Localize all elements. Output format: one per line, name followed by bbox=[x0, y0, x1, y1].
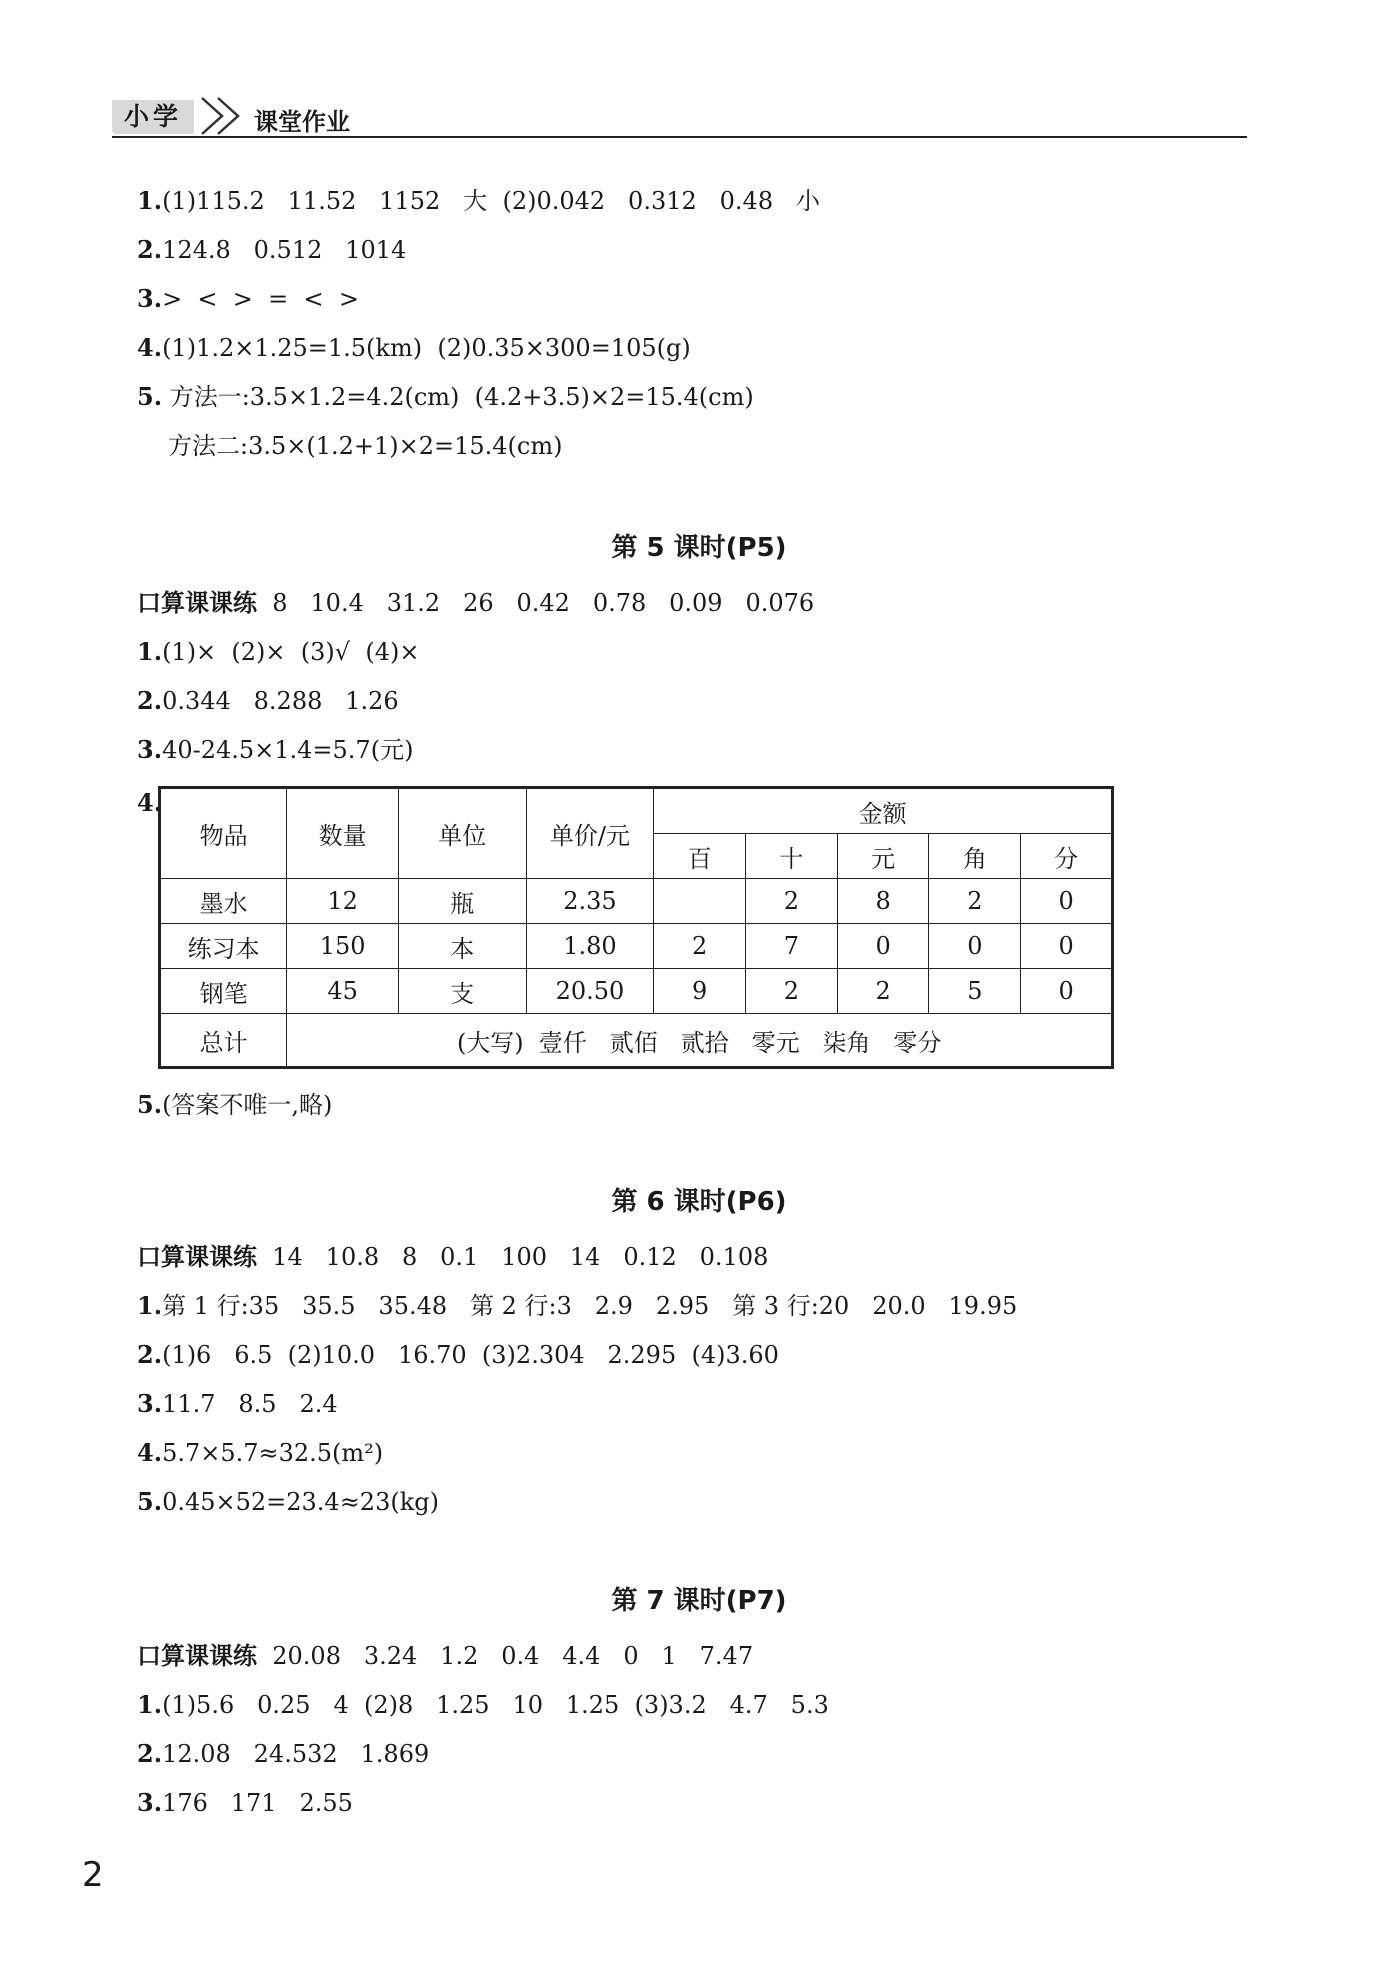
answer-line bbox=[137, 637, 419, 667]
table-cell: 2 bbox=[929, 879, 1021, 924]
table-cell: 7 bbox=[746, 924, 838, 969]
item-number: 3. bbox=[137, 1389, 163, 1418]
item-text: 11.7 8.5 2.4 bbox=[162, 1390, 338, 1418]
oral-practice-values: 20.08 3.24 1.2 0.4 4.4 0 1 7.47 bbox=[257, 1642, 754, 1670]
answer-line bbox=[137, 1690, 829, 1720]
table-cell: 2 bbox=[746, 879, 838, 924]
table-cell: 练习本 bbox=[160, 924, 287, 969]
item-number: 4. bbox=[137, 333, 163, 362]
table-cell: 钢笔 bbox=[160, 969, 287, 1014]
table-cell: 支 bbox=[399, 969, 527, 1014]
answer-line bbox=[137, 1090, 332, 1120]
item-number: 3. bbox=[137, 284, 163, 313]
item-text: (1)1.2×1.25=1.5(km) (2)0.35×300=105(g) bbox=[162, 334, 691, 362]
header-quantity: 数量 bbox=[287, 788, 399, 879]
table-cell: 0 bbox=[929, 924, 1021, 969]
table-cell: 45 bbox=[287, 969, 399, 1014]
item-text: (1)115.2 11.52 1152 大 (2)0.042 0.312 0.48 小 bbox=[162, 187, 820, 215]
answer-line bbox=[137, 284, 359, 314]
item-text: (1)× (2)× (3)√ (4)× bbox=[162, 638, 420, 666]
table-total-row bbox=[160, 1014, 1113, 1068]
answer-line bbox=[137, 1340, 779, 1370]
total-amount-text: (大写) 壹仟 贰佰 贰拾 零元 柒角 零分 bbox=[287, 1014, 1113, 1068]
item-text: (1)5.6 0.25 4 (2)8 1.25 10 1.25 (3)3.2 4.7 5.3 bbox=[162, 1691, 829, 1719]
item-text: 第 1 行:35 35.5 35.48 第 2 行:3 2.9 2.95 第 3 行:20 20.0 19.95 bbox=[162, 1292, 1018, 1320]
total-label: 总计 bbox=[160, 1014, 287, 1068]
item-number: 3. bbox=[137, 1788, 163, 1817]
answer-line bbox=[168, 431, 563, 461]
table-cell: 0 bbox=[1021, 924, 1113, 969]
item-text: 176 171 2.55 bbox=[162, 1789, 353, 1817]
header-tab: 小学 bbox=[112, 100, 194, 134]
answer-line bbox=[137, 235, 406, 265]
item-text: > < > = < > bbox=[162, 285, 360, 313]
oral-practice-line bbox=[137, 1242, 768, 1272]
item-number: 2. bbox=[137, 1739, 163, 1768]
header-amount: 金额 bbox=[654, 788, 1113, 834]
item-text: 0.344 8.288 1.26 bbox=[162, 687, 399, 715]
table-cell: 0 bbox=[1021, 879, 1113, 924]
answer-line bbox=[137, 1389, 338, 1419]
table-cell: 1.80 bbox=[526, 924, 654, 969]
item-text: (答案不唯一,略) bbox=[162, 1091, 333, 1119]
answer-line bbox=[137, 1788, 353, 1818]
item-text: 方法二:3.5×(1.2+1)×2=15.4(cm) bbox=[168, 432, 563, 460]
table-cell bbox=[654, 879, 746, 924]
answer-line bbox=[137, 735, 413, 765]
table-cell: 本 bbox=[399, 924, 527, 969]
table-cell: 0 bbox=[1021, 969, 1113, 1014]
header-digit: 分 bbox=[1021, 834, 1113, 879]
double-chevron-icon bbox=[196, 96, 254, 136]
answer-line bbox=[137, 1487, 439, 1517]
item-number: 1. bbox=[137, 186, 163, 215]
section-heading-text: 第 6 课时(P6) bbox=[611, 1187, 787, 1217]
header-rule bbox=[112, 136, 1247, 138]
table-cell: 2 bbox=[746, 969, 838, 1014]
table-cell: 20.50 bbox=[526, 969, 654, 1014]
table-cell: 8 bbox=[837, 879, 929, 924]
answer-line bbox=[137, 382, 754, 412]
header-digit: 十 bbox=[746, 834, 838, 879]
table-cell: 2 bbox=[654, 924, 746, 969]
page-number: 2 bbox=[82, 1855, 104, 1895]
oral-practice-values: 14 10.8 8 0.1 100 14 0.12 0.108 bbox=[257, 1243, 769, 1271]
item-text: (1)6 6.5 (2)10.0 16.70 (3)2.304 2.295 (4)3.60 bbox=[162, 1341, 779, 1369]
answer-line bbox=[137, 1291, 1017, 1321]
table-row bbox=[160, 924, 1113, 969]
page-header bbox=[112, 96, 1247, 140]
item-number: 5. bbox=[137, 1487, 163, 1516]
item-number: 1. bbox=[137, 1291, 163, 1320]
oral-practice-label: 口算课课练 bbox=[137, 589, 257, 617]
table-cell: 2 bbox=[837, 969, 929, 1014]
table-cell: 12 bbox=[287, 879, 399, 924]
header-unit: 单位 bbox=[399, 788, 527, 879]
header-digit: 百 bbox=[654, 834, 746, 879]
table-row bbox=[160, 969, 1113, 1014]
answer-line bbox=[137, 686, 399, 716]
item-number: 4. bbox=[137, 1438, 163, 1467]
item-text: 5.7×5.7≈32.5(m²) bbox=[162, 1439, 384, 1467]
item-number: 5. bbox=[137, 382, 163, 411]
item-number: 2. bbox=[137, 235, 163, 264]
table-cell: 瓶 bbox=[399, 879, 527, 924]
answer-line bbox=[137, 186, 820, 216]
table-cell: 5 bbox=[929, 969, 1021, 1014]
header-unit-price: 单价/元 bbox=[526, 788, 654, 879]
item-text: 方法一:3.5×1.2=4.2(cm) (4.2+3.5)×2=15.4(cm) bbox=[162, 383, 754, 411]
item-number: 4. bbox=[137, 788, 163, 817]
item-number: 1. bbox=[137, 637, 163, 666]
item-text: 0.45×52=23.4≈23(kg) bbox=[162, 1488, 439, 1516]
header-digit: 角 bbox=[929, 834, 1021, 879]
item-number: 1. bbox=[137, 1690, 163, 1719]
table-cell: 150 bbox=[287, 924, 399, 969]
header-title: 课堂作业 bbox=[254, 108, 350, 136]
section-heading bbox=[0, 532, 1398, 564]
item-text: 40-24.5×1.4=5.7(元) bbox=[162, 736, 414, 764]
section-heading bbox=[0, 1186, 1398, 1218]
oral-practice-label: 口算课课练 bbox=[137, 1642, 257, 1670]
item-text: 124.8 0.512 1014 bbox=[162, 236, 407, 264]
item-text: 12.08 24.532 1.869 bbox=[162, 1740, 430, 1768]
amount-table bbox=[158, 786, 1114, 1069]
item-number: 5. bbox=[137, 1090, 163, 1119]
header-item: 物品 bbox=[160, 788, 287, 879]
table-cell: 2.35 bbox=[526, 879, 654, 924]
oral-practice-label: 口算课课练 bbox=[137, 1243, 257, 1271]
answer-line bbox=[137, 1739, 429, 1769]
section-heading bbox=[0, 1585, 1398, 1617]
oral-practice-line bbox=[137, 1641, 753, 1671]
oral-practice-line bbox=[137, 588, 814, 618]
answer-line bbox=[137, 333, 691, 363]
item-number: 2. bbox=[137, 686, 163, 715]
section-heading-text: 第 7 课时(P7) bbox=[611, 1586, 787, 1616]
header-digit: 元 bbox=[837, 834, 929, 879]
table-cell: 0 bbox=[837, 924, 929, 969]
table-cell: 9 bbox=[654, 969, 746, 1014]
section-heading-text: 第 5 课时(P5) bbox=[611, 533, 787, 563]
table-row bbox=[160, 879, 1113, 924]
table-cell: 墨水 bbox=[160, 879, 287, 924]
item-number: 2. bbox=[137, 1340, 163, 1369]
answer-line bbox=[137, 1438, 383, 1468]
oral-practice-values: 8 10.4 31.2 26 0.42 0.78 0.09 0.076 bbox=[257, 589, 815, 617]
item-number: 3. bbox=[137, 735, 163, 764]
